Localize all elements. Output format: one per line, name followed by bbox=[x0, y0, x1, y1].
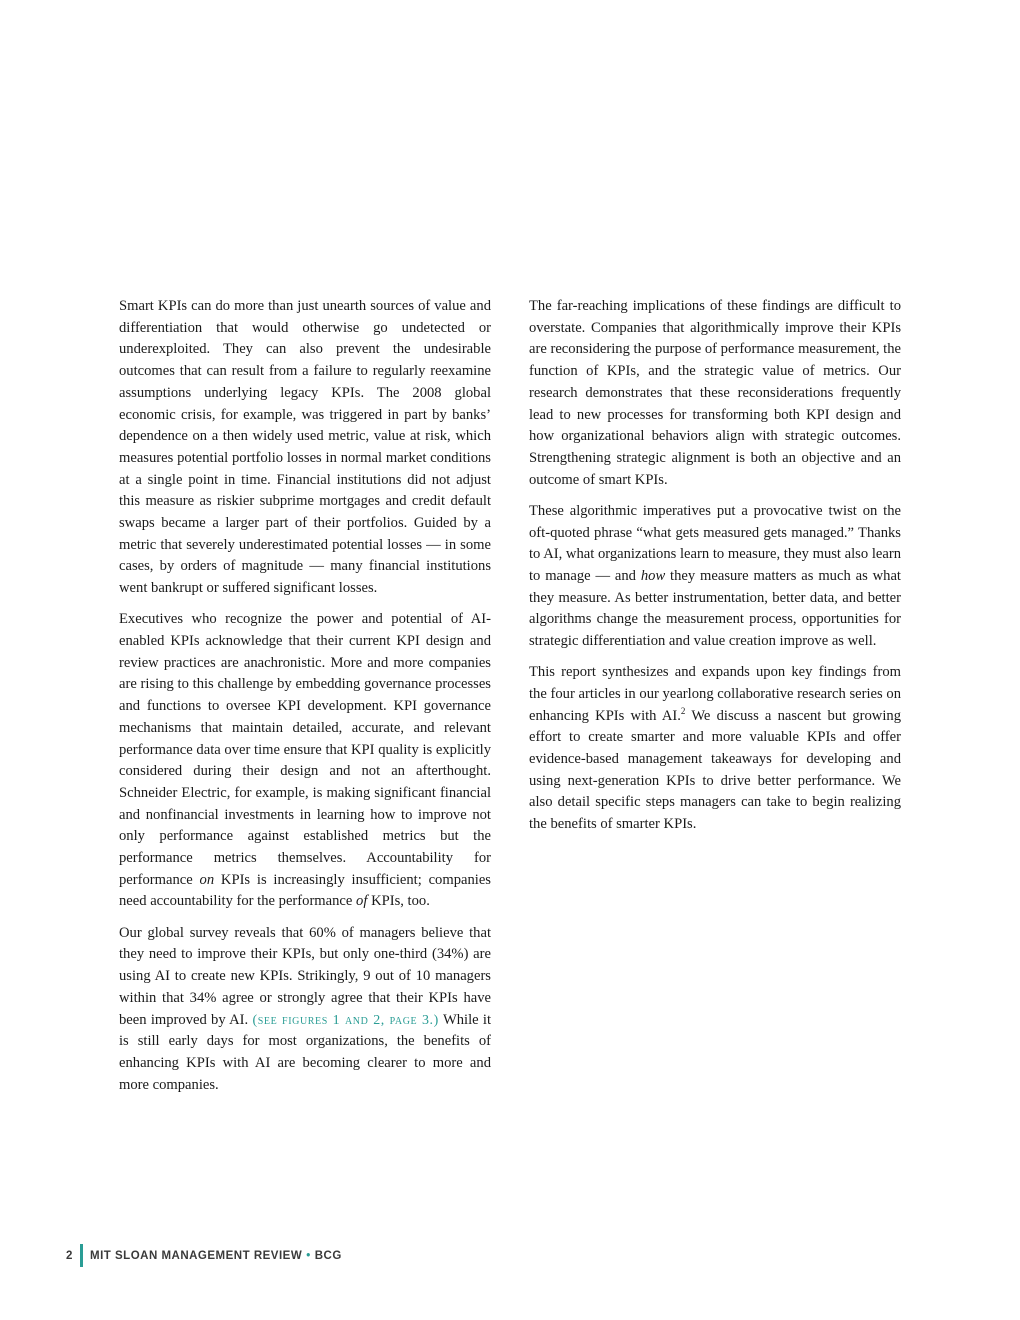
left-paragraph-1: Smart KPIs can do more than just unearth sources of value and differentiation that would otherwise go undetected or underexploited. They can also prevent the undesirable outcomes that can result from a failure to regularly reexamine assumptions underlying legacy KPIs. The 2008 global economic crisis, for example, was triggered in part by banks’ dependence on a then widely used metric, value at risk, which measures potential portfolio losses in normal market conditions at a single point in time. Financial institutions did not adjust this measure as riskier subprime mortgages and credit default swaps became a larger part of their portfolios. Guided by a metric that severely underestimated potential losses — in some cases, by orders of magnitude — many financial institutions went bankrupt or suffered significant losses. bbox=[119, 298, 491, 597]
right-paragraph-2: These algorithmic imperatives put a provocative twist on the oft-quoted phrase “what gets measured gets managed.” Thanks to AI, what organizations learn to measure, they must also learn to manage — and how they measure matters as much as what they measure. As better instrumentation, better data, and better algorithms change the measurement process, opportunities for strategic differentiation and value creation improve as well. bbox=[529, 502, 901, 650]
right-paragraph-1: The far-reaching implications of these findings are difficult to overstate. Companies that algorithmically improve their KPIs are reconsidering the purpose of performance measurement, the function of KPIs, and the strategic value of metrics. Our research demonstrates that these reconsiderations frequently lead to new processes for transforming both KPI design and how organizational behaviors align with strategic outcomes. Strengthening strategic alignment is both an objective and an outcome of smart KPIs. bbox=[529, 298, 901, 488]
partner-name: BCG bbox=[314, 1249, 342, 1262]
left-paragraph-2: Executives who recognize the power and potential of AI-enabled KPIs acknowledge that their current KPI design and review practices are anachronistic. More and more companies are rising to this challenge by embedding governance processes and functions to oversee KPI development. KPI governance mechanisms that maintain detailed, accurate, and relevant performance data over time ensure that KPI quality is explicitly considered during their design and not an afterthought. Schneider Electric, for example, is making significant financial and nonfinancial investments in learning how to improve not only performance against established metrics but the performance metrics themselves. Accountability for performance on KPIs is increasingly insufficient; companies need accountability for the performance of KPIs, too. bbox=[119, 611, 491, 910]
right-paragraph-3: This report synthesizes and expands upon key findings from the four articles in our yearlong collaborative research series on enhancing KPIs with AI.$^2$ We discuss a nascent but growing effort to create smarter and more valuable KPIs and offer evidence-based management takeaways for developing and using next-generation KPIs to drive better performance. We also detail specific steps managers can take to begin realizing the benefits of smarter KPIs. bbox=[529, 664, 901, 833]
left-column bbox=[119, 296, 491, 1106]
footer-accent-rule bbox=[80, 1244, 83, 1267]
page-number: 2 bbox=[66, 1249, 73, 1262]
publication-name: MIT SLOAN MANAGEMENT REVIEW bbox=[90, 1249, 303, 1262]
right-column bbox=[529, 296, 901, 845]
left-paragraph-3: Our global survey reveals that 60% of managers believe that they need to improve their KPIs, but only one-third (34%) are using AI to create new KPIs. Strikingly, 9 out of 10 managers within that 34% agree or strongly agree that their KPIs have been improved by AI. (see figures 1 and 2, page 3.) While it is still early days for most organizations, the benefits of enhancing KPIs with AI are becoming clearer to more and more companies. bbox=[119, 924, 492, 1093]
footer-separator-dot: • bbox=[306, 1249, 311, 1262]
emphasis-of: of bbox=[356, 893, 368, 910]
endnote-reference[interactable]: 2 bbox=[680, 705, 686, 716]
figure-reference-link[interactable]: (see figures 1 and 2, page 3.) bbox=[252, 1012, 439, 1028]
emphasis-on: on bbox=[199, 871, 215, 888]
emphasis-how: how bbox=[640, 567, 666, 584]
page-footer bbox=[66, 1244, 342, 1267]
